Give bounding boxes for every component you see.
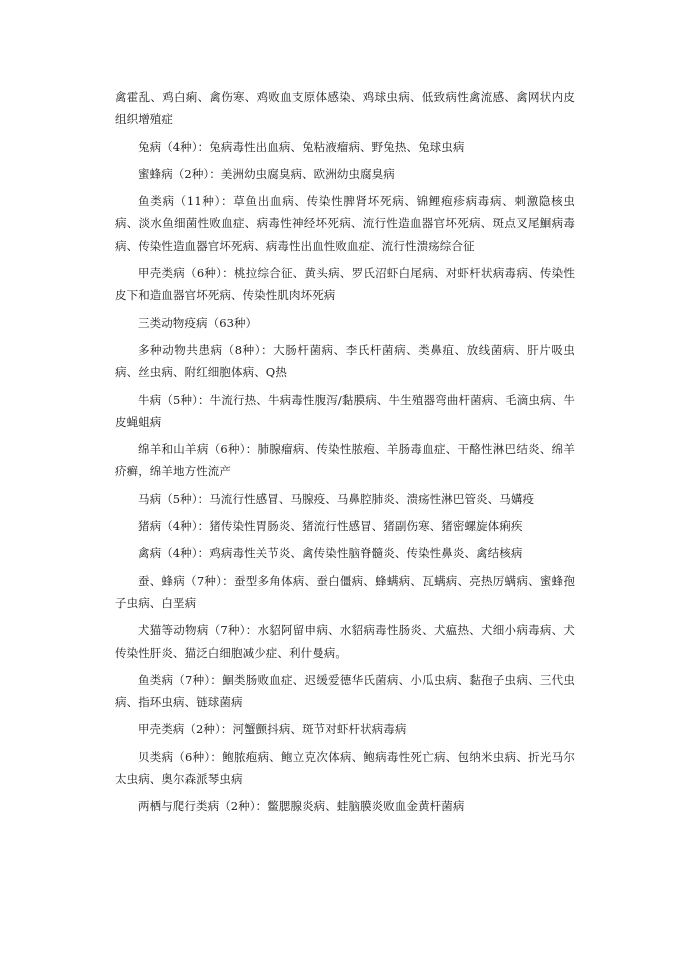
paragraph-poultry-diseases-class3: 禽病（4种）：鸡病毒性关节炎、禽传染性脑脊髓炎、传染性鼻炎、禽结核病 [138, 546, 523, 561]
document-body [115, 86, 575, 818]
section-heading-class3: 三类动物疫病（63种） [138, 315, 258, 330]
paragraph-amphibian-reptile-diseases: 两栖与爬行类病（2种）：鳖腮腺炎病、蛙脑膜炎败血金黄杆菌病 [138, 799, 465, 814]
paragraph-cattle-diseases: 牛病（5种）：牛流行热、牛病毒性腹泻/黏膜病、牛生殖器弯曲杆菌病、毛滴虫病、牛皮蝇蛆病 [115, 392, 575, 429]
paragraph-rabbit-diseases: 兔病（4种）：兔病毒性出血病、兔粘液瘤病、野兔热、兔球虫病 [138, 139, 465, 154]
paragraph-fish-diseases-class2: 鱼类病（11种）：草鱼出血病、传染性脾肾坏死病、锦鲤疱疹病毒病、刺激隐核虫病、淡水鱼细菌性败血症、病毒性神经坏死病、流行性造血器官坏死病、斑点叉尾鮰病毒病、传染性造血器官坏死病、病毒性出血性败血症、流行性溃疡综合征 [115, 194, 575, 253]
paragraph-crustacean-diseases-class3: 甲壳类病（2种）：河蟹颤抖病、斑节对虾杆状病毒病 [138, 722, 407, 737]
paragraph-poultry-diseases-continued: 禽霍乱、鸡白痢、禽伤寒、鸡败血支原体感染、鸡球虫病、低致病性禽流感、禽网状内皮组织增殖症 [115, 90, 575, 127]
paragraph-bee-diseases: 蜜蜂病（2种）：美洲幼虫腐臭病、欧洲幼虫腐臭病 [138, 166, 395, 181]
paragraph-pig-diseases: 猪病（4种）：猪传染性胃肠炎、猪流行性感冒、猪副伤寒、猪密螺旋体痢疾 [138, 519, 523, 534]
paragraph-horse-diseases: 马病（5种）：马流行性感冒、马腺疫、马鼻腔肺炎、溃疡性淋巴管炎、马媾疫 [138, 491, 535, 506]
paragraph-fish-diseases-class3: 鱼类病（7种）：鮰类肠败血症、迟缓爱德华氏菌病、小瓜虫病、黏孢子虫病、三代虫病、指环虫病、链球菌病 [115, 672, 575, 710]
paragraph-dog-cat-diseases: 犬猫等动物病（7种）：水貂阿留申病、水貂病毒性肠炎、犬瘟热、犬细小病毒病、犬传染性肝炎、猫泛白细胞减少症、利什曼病。 [115, 623, 575, 660]
paragraph-silkworm-bee-diseases: 蚕、蜂病（7种）：蚕型多角体病、蚕白僵病、蜂螨病、瓦螨病、亮热厉螨病、蜜蜂孢子虫病、白垩病 [115, 573, 575, 610]
paragraph-crustacean-diseases-class2: 甲壳类病（6种）：桃拉综合征、黄头病、罗氏沼虾白尾病、对虾杆状病毒病、传染性皮下和造血器官坏死病、传染性肌肉坏死病 [115, 266, 575, 303]
paragraph-multi-species-diseases: 多种动物共患病（8种）：大肠杆菌病、李氏杆菌病、类鼻疽、放线菌病、肝片吸虫病、丝虫病、附红细胞体病、Q热 [115, 342, 575, 380]
paragraph-shellfish-diseases: 贝类病（6种）：鲍脓疱病、鲍立克次体病、鲍病毒性死亡病、包纳米虫病、折光马尔太虫病、奥尔森派琴虫病 [115, 749, 575, 787]
paragraph-sheep-goat-diseases: 绵羊和山羊病（6种）：肺腺瘤病、传染性脓疱、羊肠毒血症、干酪性淋巴结炎、绵羊疥癣，绵羊地方性流产 [115, 442, 575, 479]
